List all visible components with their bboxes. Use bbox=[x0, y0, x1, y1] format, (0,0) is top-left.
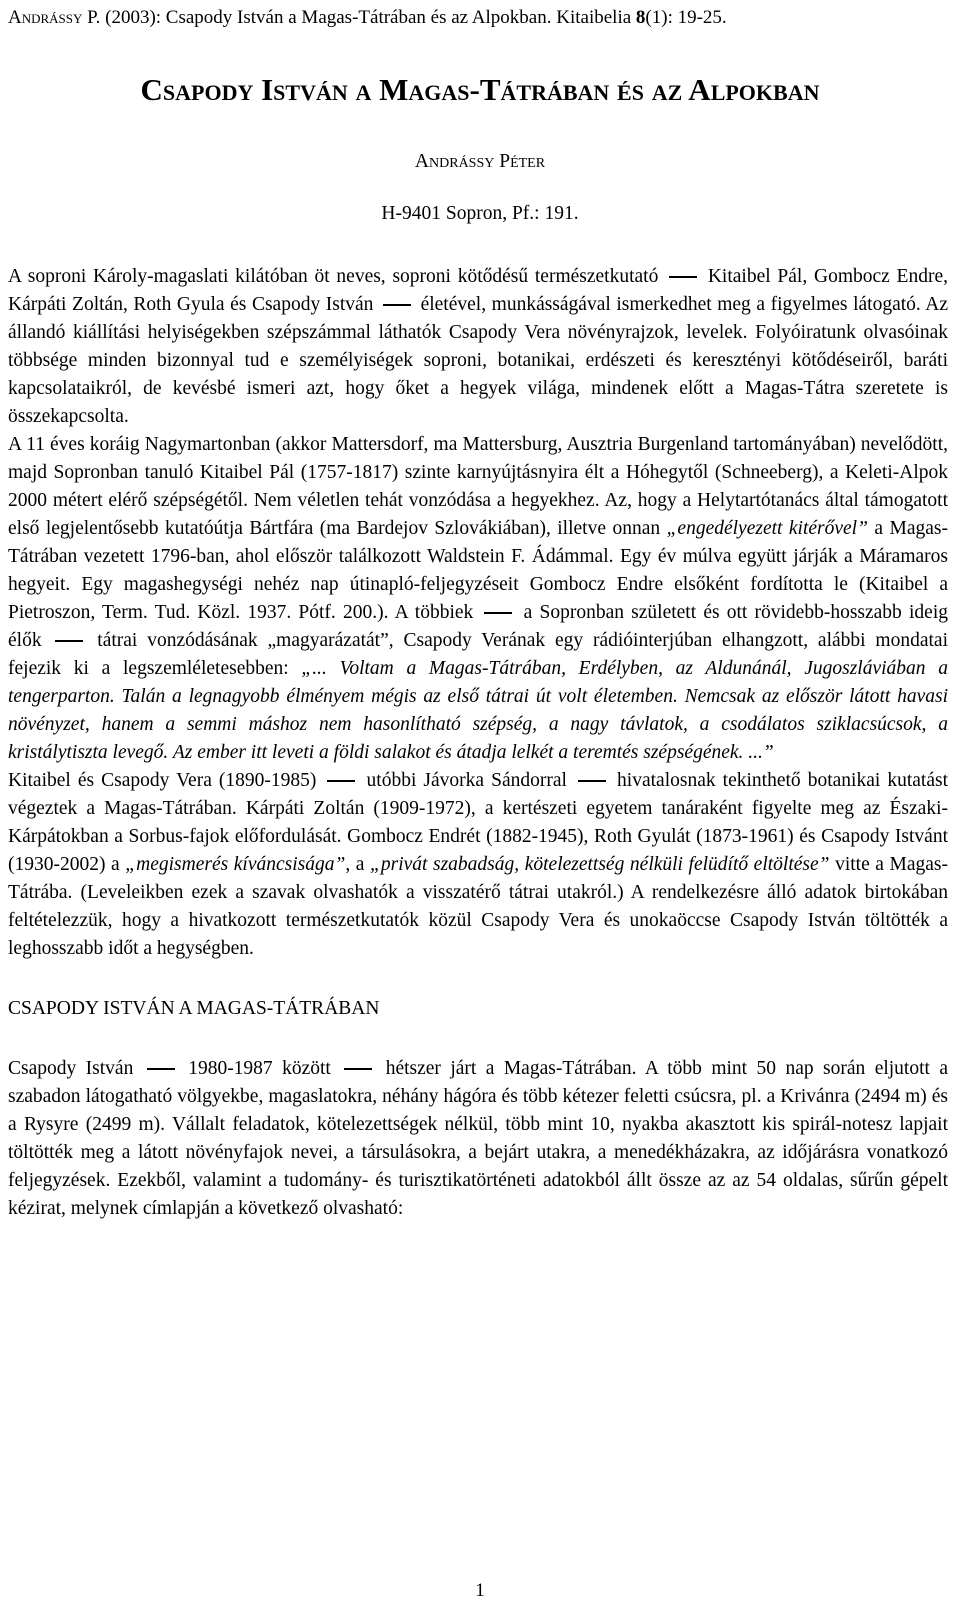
text-run: A 11 éves koráig Nagymartonban (akkor Mattersdorf, ma Mattersburg, Ausztria Burgenland tartományában) nevelődött, majd Sopronban tanuló Kitaibel Pál (1757-1817) szinte karnyújtásnyira élt a Hóhegytől (Schneeberg), a Keleti-Alpok 2000 métert elérő szépségétől. Nem véletlen tehát vonzódása a hegyekhez. Az, hogy a Helytartótanács által támogatott első legjelentősebb kutatóútja Bártfára (ma Bardejov Szlovákiában), illetve onnan bbox=[8, 434, 948, 539]
italic-quote: „engedélyezett kitérővel” bbox=[666, 518, 868, 539]
text-run: utóbbi Jávorka Sándorral bbox=[359, 770, 574, 791]
italic-quote: „privát szabadság, kötelezettség nélküli felüdítő eltöltése” bbox=[370, 854, 830, 875]
dash-mark bbox=[484, 612, 512, 614]
text-run: A soproni Károly-magaslati kilátóban öt neves, soproni kötődésű természetkutató bbox=[8, 266, 666, 287]
text-run: a Sopronban született és ott rövidebb-hosszabb ideig élők bbox=[8, 602, 948, 651]
text-run: Kitaibel Pál, Gombocz Endre, Kárpáti Zoltán, Roth Gyula és Csapody István bbox=[8, 266, 948, 315]
paragraph-1 bbox=[8, 263, 948, 431]
paragraph-3 bbox=[8, 767, 948, 963]
paragraph-4 bbox=[8, 1055, 948, 1223]
text-run: vitte a Magas-Tátrába. (Leveleikben ezek a szavak olvashatók a visszatérő tátrai utakról.) A rendelkezésre álló adatok birtokában feltételezzük, hogy a hivatkozott természetkutatók közül Csapody Vera és unokaöccse Csapody István töltötték a leghosszabb időt a hegységben. bbox=[8, 854, 949, 959]
header-volume: 8 bbox=[635, 7, 646, 28]
dash-mark bbox=[669, 276, 697, 278]
text-run: a Magas-Tátrában vezetett 1796-ban, ahol először találkozott Waldstein F. Ádámmal. Egy év múlva együtt járják a Máramaros hegyeit. Egy magashegységi nehéz nap útinapló-feljegyzéseit Gombocz Endre elsőként fordította le (Kitaibel a Pietroszon, Term. Tud. Közl. 1937. Pótf. 200.). A többiek bbox=[8, 518, 948, 623]
dash-mark bbox=[383, 304, 411, 306]
dash-mark bbox=[327, 780, 355, 782]
article-title: Csapody István a Magas-Tátrában és az Alpokban bbox=[140, 72, 820, 107]
text-run: tátrai vonzódásának „magyarázatát”, Csapody Verának egy rádióinterjúban elhangzott, alábbi mondatai fejezik ki a legszemléletesebben: bbox=[8, 630, 948, 679]
italic-quote: „megismerés kíváncsisága” bbox=[125, 854, 346, 875]
paragraph-2 bbox=[8, 431, 948, 767]
text-run: hétszer járt a Magas-Tátrában. A több mint 50 nap során eljutott a szabadon látogatható völgyekbe, magaslatokra, néhány hágóra és több kétezer feletti csúcsra, pl. a Krivánra (2494 m) és a Rysyre (2499 m). Vállalt feladatok, kötelezettségek nélkül, több mint 10, nyakba akasztott kis spirál-notesz lapjait töltötték meg a látott növényfajok nevei, a társulásokra, a bejárt utakra, a menedékházakra, az időjárásra vonatkozó feljegyzések. Ezekből, valamint a tudomány- és turisztikatörténeti adatokból állt össze az az 54 oldalas, sűrűn gépelt kézirat, melynek címlapján a következő olvasható: bbox=[8, 1058, 949, 1219]
text-run: hivatalosnak tekinthető botanikai kutatást végeztek a Magas-Tátrában. Kárpáti Zoltán (1909-1972), a kertészeti egyetem tanáraként figyelte meg az Északi-Kárpátokban a Sorbus-fajok előfordulását. Gombocz Endrét (1882-1945), Roth Gyulát (1873-1961) és Csapody Istvánt (1930-2002) a bbox=[8, 770, 948, 875]
dash-mark bbox=[344, 1068, 372, 1070]
text-run: 1980-1987 között bbox=[178, 1058, 341, 1079]
running-header bbox=[8, 6, 948, 30]
italic-quote: „... Voltam a Magas-Tátrában, Erdélyben, az Aldunánál, Jugoszláviában a tengerparton. Talán a legnagyobb élményem mégis az első tátrai út volt életemben. Nemcsak az először látott havasi növényzet, hanem a semmi máshoz nem hasonlítható szépség, a nagy távlatok, a csodálatos sziklacsúcsok, a kristálytiszta levegő. Az ember itt leveti a földi salakot és átadja lelkét a teremtés szépségének. ...” bbox=[8, 658, 948, 763]
text-run: Kitaibel és Csapody Vera (1890-1985) bbox=[8, 770, 324, 791]
section-heading: CSAPODY ISTVÁN A MAGAS-TÁTRÁBAN bbox=[8, 998, 380, 1019]
article-body bbox=[8, 263, 948, 1223]
dash-mark bbox=[55, 640, 83, 642]
dash-mark bbox=[147, 1068, 175, 1070]
text-run: életével, munkásságával ismerkedhet meg a figyelmes látogató. Az állandó kiállítási helyiségekben szépszámmal láthatók Csapody Vera növényrajzok, levelek. Folyóiratunk olvasóinak többsége minden bizonnyal tud e személyiségek soproni, botanikai, erdészeti és keresztényi kötődéseiről, baráti kapcsolataikról, de kevésbé ismeri azt, hogy őket a hegyek világa, mindenek előtt a Magas-Tátra szeretete is összekapcsolta. bbox=[8, 294, 948, 427]
header-citation: (2003): Csapody István a Magas-Tátrában és az Alpokban. Kitaibelia bbox=[100, 7, 636, 28]
dash-mark bbox=[578, 780, 606, 782]
text-run: , a bbox=[345, 854, 371, 875]
text-run: Csapody István bbox=[8, 1058, 143, 1079]
article-author: Andrássy Péter bbox=[414, 151, 546, 172]
header-pages: (1): 19-25. bbox=[645, 7, 727, 28]
page-number: 1 bbox=[475, 1580, 485, 1601]
header-author: Andrássy P. bbox=[8, 7, 101, 28]
author-address: H-9401 Sopron, Pf.: 191. bbox=[381, 203, 579, 224]
